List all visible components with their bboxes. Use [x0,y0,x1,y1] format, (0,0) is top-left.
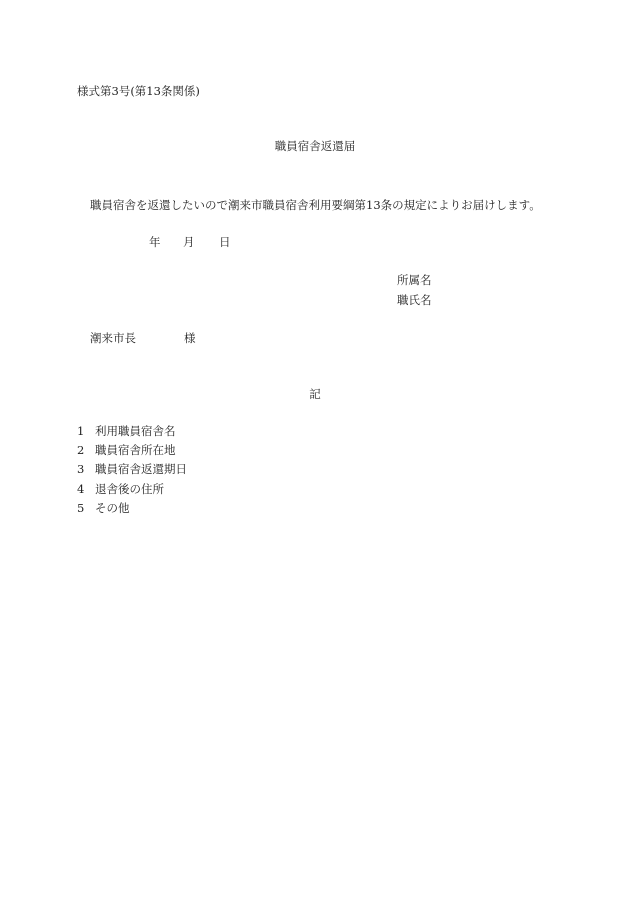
item-number: 2 [77,443,85,458]
employee-name-label: 職氏名 [397,293,432,307]
item-number: 1 [77,424,85,438]
form-number: 様式第3号(第13条関係) [77,84,200,98]
item-label: 退舎後の住所 [95,481,164,496]
item-number: 4 [77,481,85,496]
item-number: 3 [77,462,85,477]
addressee-mayor: 潮来市長 [90,331,136,345]
date-day-label: 日 [219,235,231,249]
ki-heading: 記 [309,387,321,401]
list-item [77,464,187,483]
item-label: 職員宿舎返還期日 [95,462,187,477]
item-list [77,426,187,522]
item-number: 5 [77,500,85,515]
date-month-label: 月 [183,235,195,249]
item-label: その他 [95,500,130,515]
item-label: 職員宿舎所在地 [95,443,176,458]
affiliation-label: 所属名 [397,273,432,287]
list-item [77,481,187,503]
addressee-honorific: 様 [184,331,196,345]
addressee [90,333,196,345]
item-label: 利用職員宿舎名 [95,424,176,438]
body-text: 職員宿舎を返還したいので潮来市職員宿舎利用要綱第13条の規定によりお届けします。 [90,198,541,212]
date-line [149,237,231,249]
document-title: 職員宿舎返還届 [274,139,356,153]
date-year-label: 年 [149,235,161,249]
list-item [77,500,187,522]
